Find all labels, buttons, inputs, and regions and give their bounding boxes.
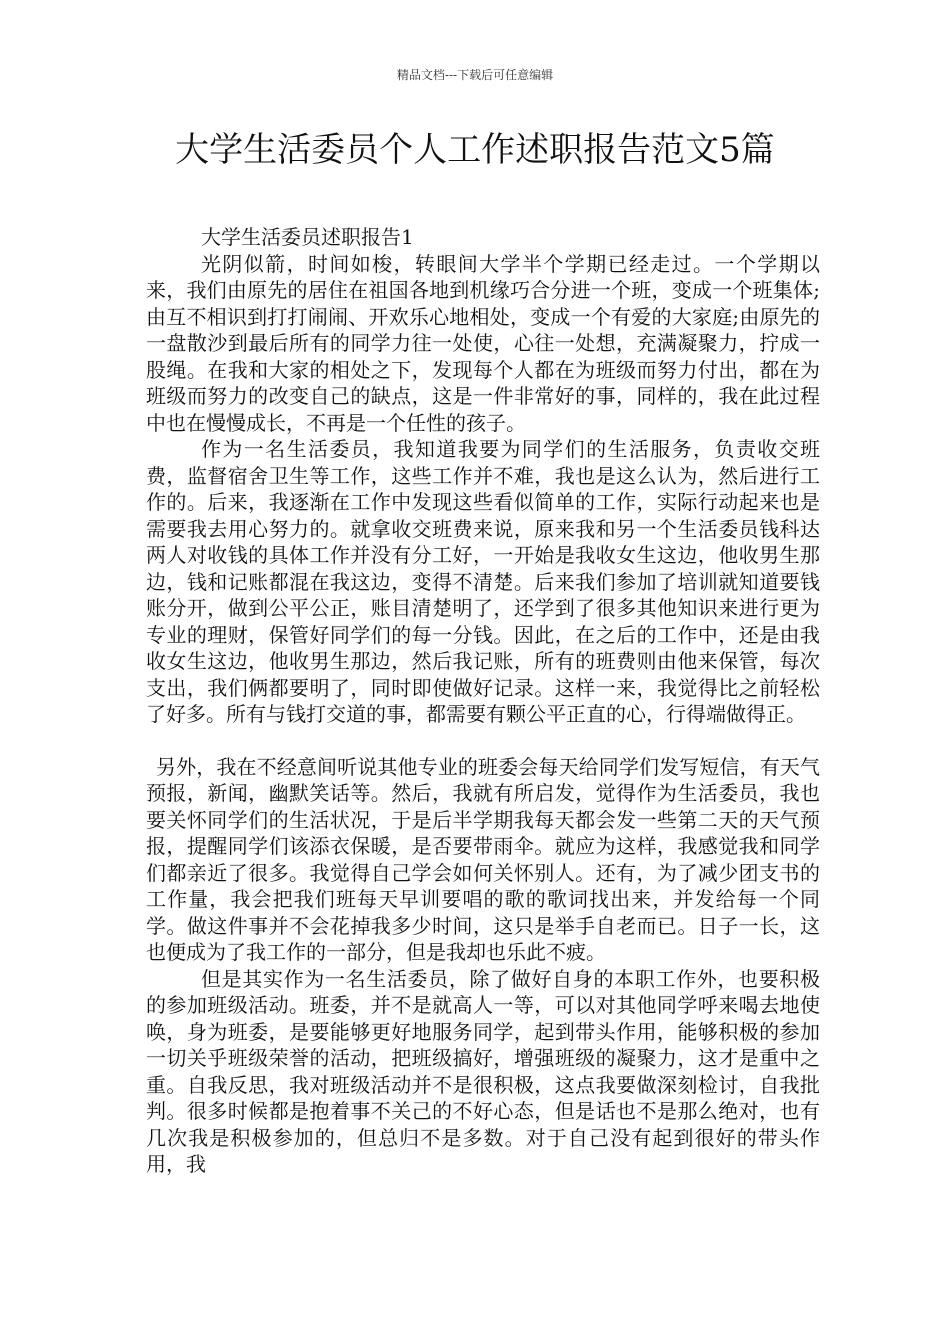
paragraph: 作为一名生活委员，我知道我要为同学们的生活服务，负责收交班费，监督宿舍卫生等工作，这些工作并不难，我也是这么认为，然后进行工作的。后来，我逐渐在工作中发现这些看似简单的工作，实际行动起来也是需要我去用心努力的。就拿收交班费来说，原来我和另一个生活委员钱科达两人对收钱的具体工作并没有分工好，一开始是我收女生这边，他收男生那边，钱和记账都混在我这边，变得不清楚。后来我们参加了培训就知道要钱账分开，做到公平公正，账目清楚明了，还学到了很多其他知识来进行更为专业的理财，保管好同学们的每一分钱。因此，在之后的工作中，还是由我收女生这边，他收男生那边，然后我记账，所有的班费则由他来保管，每次支出，我们俩都要明了，同时即使做好记录。这样一来，我觉得比之前轻松了好多。所有与钱打交道的事，都需要有颗公平正直的心，行得端做得正。 [146,437,820,726]
paragraph: 但是其实作为一名生活委员，除了做好自身的本职工作外，也要积极的参加班级活动。班委，并不是就高人一等，可以对其他同学呼来喝去地使唤，身为班委，是要能够更好地服务同学，起到带头作用，能够积极的参加一切关乎班级荣誉的活动，把班级搞好，增强班级的凝聚力，这才是重中之重。自我反思，我对班级活动并不是很积极，这点我要做深刻检讨，自我批判。很多时候都是抱着事不关己的不好心态，但是话也不是那么绝对，也有几次我是积极参加的，但总归不是多数。对于自己没有起到很好的带头作用，我 [146,966,820,1176]
document-body [146,224,820,1178]
paragraph: 另外，我在不经意间听说其他专业的班委会每天给同学们发写短信，有天气预报，新闻，幽默笑话等。然后，我就有所启发，觉得作为生活委员，我也要关怀同学们的生活状况，于是后半学期我每天都会发一些第二天的天气预报，提醒同学们该添衣保暖，是否要带雨伞。就应为这样，我感觉我和同学们都亲近了很多。我觉得自己学会如何关怀别人。还有，为了减少团支书的工作量，我会把我们班每天早训要唱的歌的歌词找出来，并发给每一个同学。做这件事并不会花掉我多少时间，这只是举手自老而已。日子一长，这也便成为了我工作的一部分，但是我却也乐此不疲。 [146,754,820,964]
document-title: 大学生活委员个人工作述职报告范文5篇 [175,130,775,170]
paragraph: 光阴似箭，时间如梭，转眼间大学半个学期已经走过。一个学期以来，我们由原先的居住在祖国各地到机缘巧合分进一个班，变成一个班集体;由互不相识到打打闹闹、开欢乐心地相处，变成一个有爱的大家庭;由原先的一盘散沙到最后所有的同学力往一处使，心往一处想，充满凝聚力，拧成一股绳。在我和大家的相处之下，发现每个人都在为班级而努力付出，都在为班级而努力的改变自己的缺点，这是一件非常好的事，同样的，我在此过程中也在慢慢成长，不再是一个任性的孩子。 [146,251,820,435]
section-heading: 大学生活委员述职报告1 [201,225,414,249]
page-header: 精品文档---下载后可任意编辑 [396,68,554,82]
paragraph-gap [146,728,820,754]
